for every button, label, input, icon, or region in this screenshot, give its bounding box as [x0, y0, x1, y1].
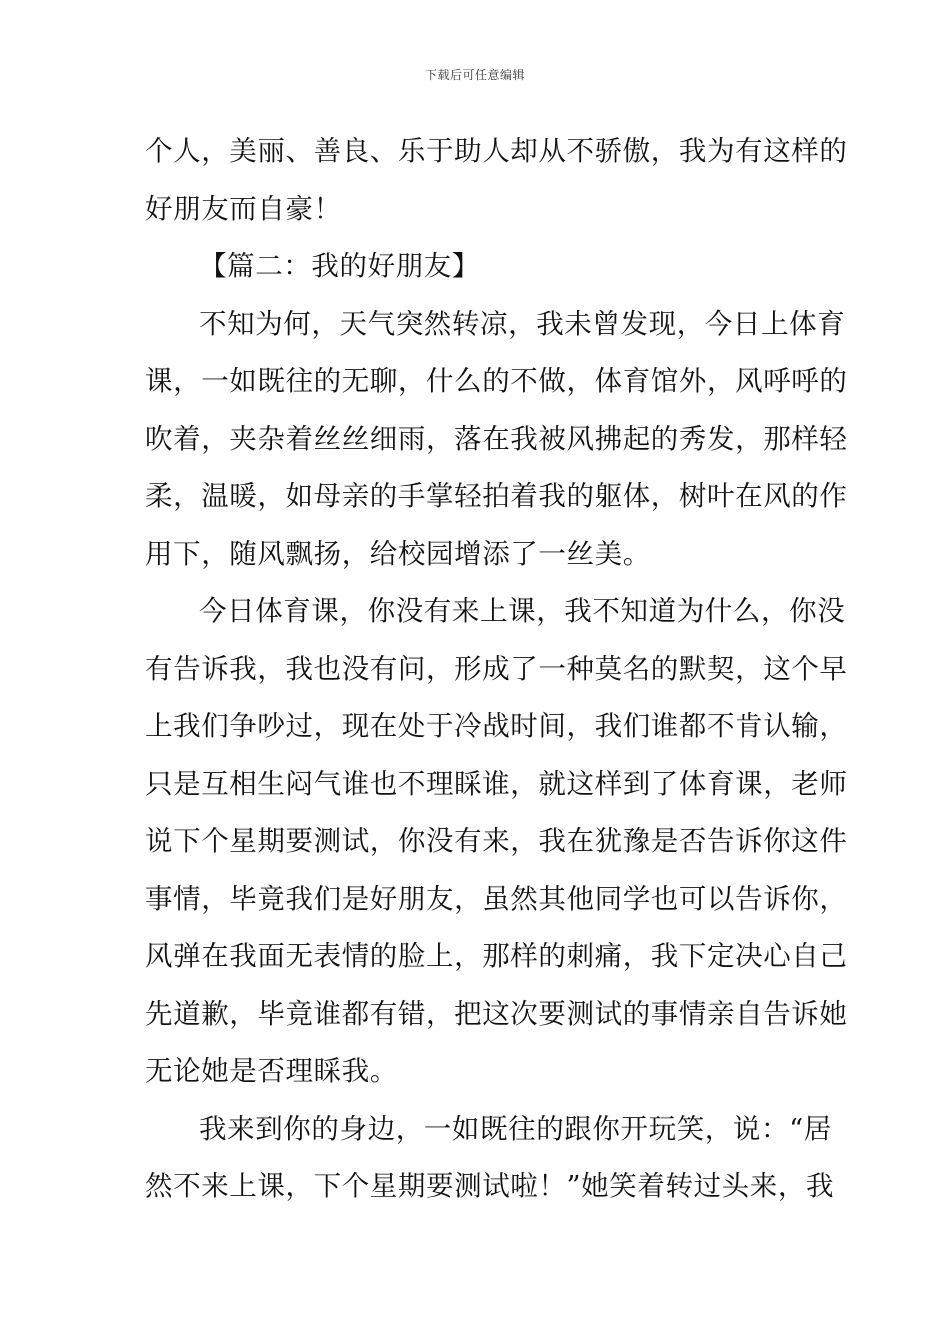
text-line: 用下，随风飘扬，给校园增添了一丝美。 [145, 537, 651, 570]
text-line: 事情，毕竟我们是好朋友，虽然其他同学也可以告诉你， [145, 882, 848, 915]
text-line: 我来到你的身边，一如既往的跟你开玩笑，说：“居 [199, 1112, 832, 1145]
text-line: 无论她是否理睬我。 [145, 1055, 398, 1087]
text-line: 课，一如既往的无聊，什么的不做，体育馆外，风呼呼的 [145, 365, 848, 397]
text-line: 只是互相生闷气谁也不理睬谁，就这样到了体育课，老师 [145, 767, 848, 800]
section-heading: 【篇二：我的好朋友】 [199, 250, 480, 282]
text-line: 有告诉我，我也没有问，形成了一种莫名的默契，这个早 [145, 652, 848, 685]
text-line: 今日体育课，你没有来上课，我不知道为什么，你没 [199, 595, 846, 627]
text-line: 然不来上课，下个星期要测试啦！”她笑着转过头来，我 [145, 1170, 835, 1202]
page-header: 下载后可任意编辑 [424, 68, 525, 82]
text-line: 好朋友而自豪！ [145, 192, 342, 225]
body-text [145, 129, 848, 1222]
text-line: 说下个星期要测试，你没有来，我在犹豫是否告诉你这件 [145, 825, 848, 857]
text-line: 不知为何，天气突然转凉，我未曾发现，今日上体育 [199, 307, 846, 340]
text-line: 风弹在我面无表情的脸上，那样的刺痛，我下定决心自己 [145, 940, 848, 972]
text-line: 柔，温暖，如母亲的手掌轻拍着我的躯体，树叶在风的作 [145, 480, 848, 512]
text-line: 个人，美丽、善良、乐于助人却从不骄傲，我为有这样的 [145, 135, 848, 167]
text-line: 上我们争吵过，现在处于冷战时间，我们谁都不肯认输， [145, 710, 848, 742]
text-line: 先道歉，毕竟谁都有错，把这次要测试的事情亲自告诉她 [145, 997, 848, 1030]
text-line: 吹着，夹杂着丝丝细雨，落在我被风拂起的秀发，那样轻 [145, 422, 848, 455]
